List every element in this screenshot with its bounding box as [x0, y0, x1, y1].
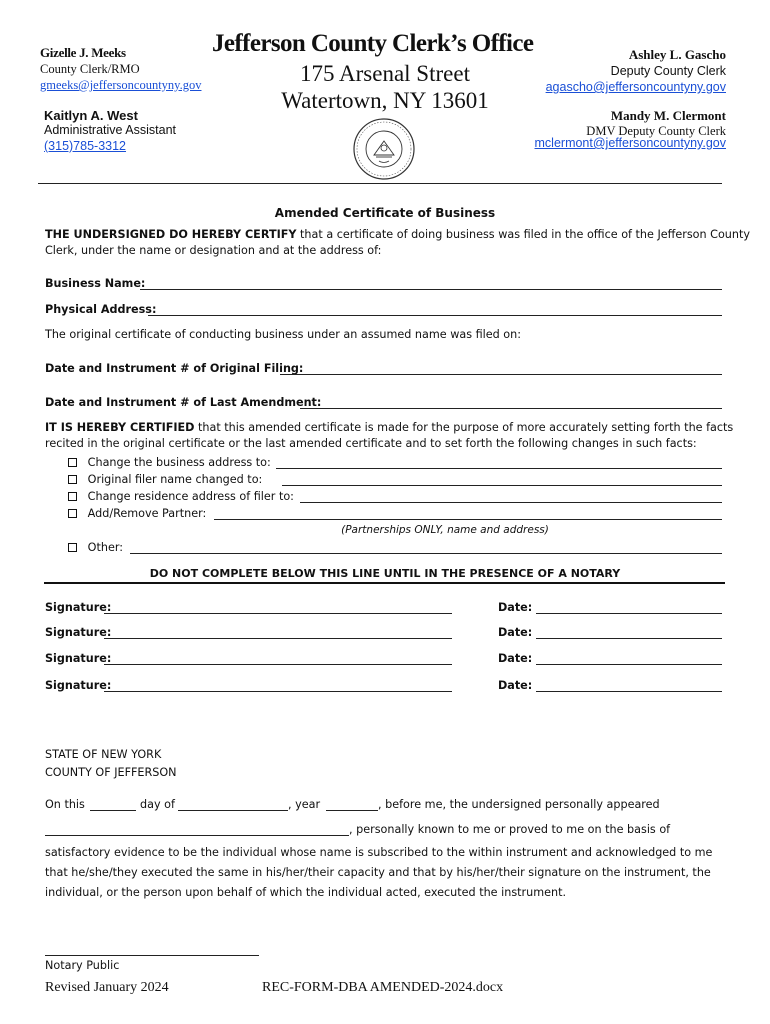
- certify-bold: THE UNDERSIGNED DO HEREBY CERTIFY: [45, 228, 297, 241]
- date-label-1: Date:: [498, 601, 533, 614]
- signature-field-4[interactable]: [104, 691, 452, 692]
- option-label: Change the business address to:: [87, 456, 271, 469]
- option-label: Original filer name changed to:: [87, 473, 263, 486]
- revised-date: Revised January 2024: [45, 980, 169, 995]
- physical-address-field[interactable]: [148, 315, 722, 316]
- notary-text-1: satisfactory evidence to be the individual whose name is subscribed to the within instrument and acknowledged to me: [45, 846, 713, 859]
- signature-label-2: Signature:: [45, 626, 112, 639]
- signature-field-2[interactable]: [104, 638, 452, 639]
- add-remove-partner-checkbox[interactable]: [68, 509, 77, 518]
- date-label-3: Date:: [498, 652, 533, 665]
- date-field-4[interactable]: [536, 691, 722, 692]
- option-change-residence-address: [68, 489, 294, 505]
- signature-field-1[interactable]: [104, 613, 452, 614]
- deputy-email-link[interactable]: agascho@jeffersoncountyny.gov: [545, 80, 726, 94]
- notary-county: COUNTY OF JEFFERSON: [45, 766, 177, 779]
- notary-state: STATE OF NEW YORK: [45, 748, 162, 761]
- other-field[interactable]: [130, 553, 722, 554]
- other-checkbox[interactable]: [68, 543, 77, 552]
- last-amendment-field[interactable]: [300, 408, 722, 409]
- notary-day-field[interactable]: [90, 810, 136, 811]
- option-label: Other:: [87, 541, 124, 554]
- business-name-label: Business Name:: [45, 277, 146, 290]
- header-divider: [38, 183, 722, 184]
- clerk-title: County Clerk/RMO: [40, 62, 140, 76]
- notary-text-2: that he/she/they executed the same in his/her/their capacity and that by his/her/their signature on the instrument, the: [45, 866, 711, 879]
- admin-phone-link[interactable]: (315)785-3312: [44, 139, 127, 153]
- notary-public-label: Notary Public: [45, 959, 120, 972]
- form-id: REC-FORM-DBA AMENDED-2024.docx: [262, 980, 504, 995]
- original-filing-label: Date and Instrument # of Original Filing:: [45, 362, 304, 375]
- notary-year-field[interactable]: [326, 810, 378, 811]
- original-filer-name-field[interactable]: [282, 485, 722, 486]
- notary-signature-field[interactable]: [45, 955, 259, 956]
- notary-divider: [44, 582, 725, 584]
- dmv-deputy-email-link[interactable]: mclermont@jeffersoncountyny.gov: [534, 136, 726, 150]
- original-filer-name-checkbox[interactable]: [68, 475, 77, 484]
- office-title: Jefferson County Clerk’s Office: [212, 30, 534, 57]
- option-other: [68, 540, 123, 556]
- certify-paragraph: [45, 227, 750, 259]
- certified-text-2: recited in the original certificate or the last amended certificate and to set forth the following changes in such facts:: [45, 437, 697, 450]
- year-label: , year: [288, 798, 321, 811]
- date-field-1[interactable]: [536, 613, 722, 614]
- last-amendment-label: Date and Instrument # of Last Amendment:: [45, 396, 322, 409]
- option-label: Change residence address of filer to:: [87, 490, 294, 503]
- date-field-2[interactable]: [536, 638, 722, 639]
- clerk-email-link[interactable]: gmeeks@jeffersoncountyny.gov: [40, 78, 202, 92]
- date-label-4: Date:: [498, 679, 533, 692]
- option-add-remove-partner: [68, 506, 206, 522]
- office-city: Watertown, NY 13601: [281, 88, 489, 113]
- signature-field-3[interactable]: [104, 664, 452, 665]
- certify-text-2: Clerk, under the name or designation and at the address of:: [45, 244, 382, 257]
- certified-paragraph: [45, 420, 745, 452]
- partner-note: (Partnerships ONLY, name and address): [341, 524, 549, 536]
- admin-name: Kaitlyn A. West: [44, 108, 138, 123]
- notary-paragraph: [45, 843, 745, 903]
- original-filed-text: The original certificate of conducting business under an assumed name was filed on:: [45, 328, 522, 341]
- office-street: 175 Arsenal Street: [300, 61, 470, 86]
- option-change-business-address: [68, 455, 271, 471]
- change-business-address-field[interactable]: [276, 468, 722, 469]
- date-field-3[interactable]: [536, 664, 722, 665]
- personally-known-text: , personally known to me or proved to me on the basis of: [349, 823, 671, 836]
- date-label-2: Date:: [498, 626, 533, 639]
- notary-month-field[interactable]: [178, 810, 288, 811]
- notary-text-3: individual, or the person upon behalf of which the individual acted, executed the instrument.: [45, 886, 567, 899]
- deputy-title: Deputy County Clerk: [610, 64, 726, 78]
- signature-label-1: Signature:: [45, 601, 112, 614]
- option-label: Add/Remove Partner:: [87, 507, 207, 520]
- change-business-address-checkbox[interactable]: [68, 458, 77, 467]
- certified-text-1: that this amended certificate is made for the purpose of more accurately setting forth the facts: [194, 421, 734, 434]
- on-this-label: On this: [45, 798, 85, 811]
- certify-text-1: that a certificate of doing business was filed in the office of the Jefferson County: [296, 228, 750, 241]
- form-heading: Amended Certificate of Business: [274, 206, 496, 220]
- deputy-name: Ashley L. Gascho: [628, 47, 726, 62]
- signature-label-4: Signature:: [45, 679, 112, 692]
- dmv-deputy-title: DMV Deputy County Clerk: [586, 124, 726, 138]
- business-name-field[interactable]: [140, 289, 722, 290]
- change-residence-address-checkbox[interactable]: [68, 492, 77, 501]
- certified-bold: IT IS HEREBY CERTIFIED: [45, 421, 195, 434]
- appeared-text: , before me, the undersigned personally appeared: [378, 798, 660, 811]
- clerk-name: Gizelle J. Meeks: [40, 45, 126, 60]
- notary-warning: DO NOT COMPLETE BELOW THIS LINE UNTIL IN THE PRESENCE OF A NOTARY: [149, 567, 621, 580]
- change-residence-address-field[interactable]: [300, 502, 722, 503]
- dmv-deputy-name: Mandy M. Clermont: [610, 108, 726, 123]
- county-seal-icon: [352, 117, 416, 181]
- appeared-name-field[interactable]: [45, 835, 349, 836]
- signature-label-3: Signature:: [45, 652, 112, 665]
- admin-title: Administrative Assistant: [44, 123, 176, 137]
- physical-address-label: Physical Address:: [45, 303, 157, 316]
- add-remove-partner-field[interactable]: [214, 519, 722, 520]
- day-of-label: day of: [140, 798, 175, 811]
- original-filing-field[interactable]: [280, 374, 722, 375]
- option-original-filer-name: [68, 472, 262, 488]
